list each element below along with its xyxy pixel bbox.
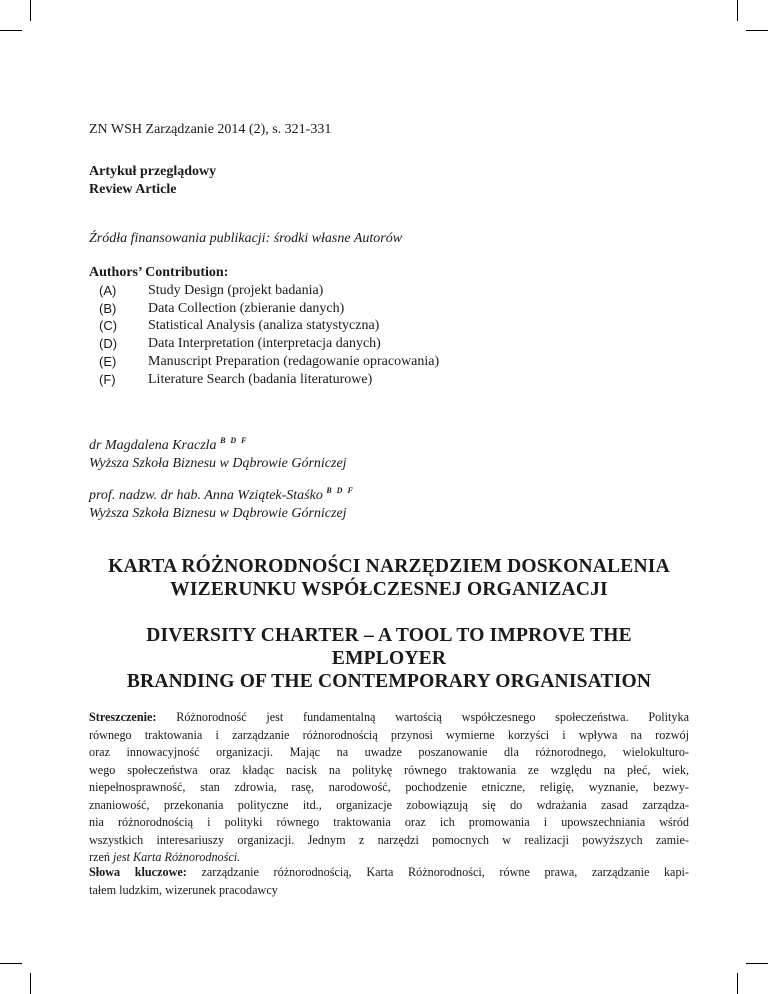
keywords-line	[89, 864, 689, 882]
abstract-line: oraz innowacyjność organizacji. Mając na uwadze poszanowanie dla różnorodnego, wielokulturo-	[89, 745, 689, 759]
keywords-text: zarządzanie różnorodnością, Karta Różnorodności, równe prawa, zarządzanie kapi-	[201, 865, 689, 879]
contribution-text: Manuscript Preparation (redagowanie opracowania)	[148, 353, 440, 369]
contribution-code: (C)	[99, 318, 118, 334]
title-english	[89, 624, 689, 693]
abstract-line: znaniowość, przekonania polityczne itd., organizacje zobowiązują się do wdrażania zasad zarządza-	[89, 797, 689, 812]
abstract-line: równego traktowania i zarządzanie różnorodnością przynosi wymierne korzyści i wpływa na rozwój	[89, 727, 689, 742]
author-roles: B D F	[326, 486, 355, 495]
article-type-en: Review Article	[89, 182, 177, 197]
abstract-line: nia różnorodnością i polityki równego traktowania oraz ich promowania i upowszechniania wśród	[89, 815, 689, 829]
contribution-item	[89, 335, 439, 353]
abstract-line: niepełnosprawność, stan zdrowia, rasę, narodowość, pochodzenie etniczne, religię, wyznanie, bezwy-	[89, 780, 689, 794]
article-type-pl: Artykuł przeglądowy	[89, 164, 217, 179]
contribution-text: Statistical Analysis (analiza statystyczna)	[148, 318, 380, 334]
title-polish-line: WIZERUNKU WSPÓŁCZESNEJ ORGANIZACJI	[170, 579, 608, 600]
crop-mark	[737, 0, 738, 21]
author-name: dr Magdalena Kraczla	[89, 438, 217, 453]
contribution-code: (D)	[99, 336, 118, 352]
crop-mark	[746, 30, 768, 31]
crop-mark	[30, 0, 31, 21]
journal-citation: ZN WSH Zarządzanie 2014 (2), s. 321-331	[89, 122, 332, 137]
abstract-label: Streszczenie:	[89, 710, 157, 724]
abstract-text: rzeń	[89, 850, 110, 864]
crop-mark	[0, 30, 22, 31]
contribution-code: (A)	[99, 282, 117, 298]
author-affiliation: Wyższa Szkoła Biznesu w Dąbrowie Górniczej	[89, 506, 347, 521]
author-name: prof. nadzw. dr hab. Anna Wziątek-Staśko	[89, 488, 323, 503]
title-english-line: DIVERSITY CHARTER – A TOOL TO IMPROVE THE EMPLOYER	[146, 625, 632, 669]
abstract-line: wego społeczeństwa oraz kładąc nacisk na politykę równego traktowania ze względu na płeć, wiek,	[89, 762, 689, 777]
author-1	[89, 432, 347, 473]
contribution-text: Data Interpretation (interpretacja danych)	[148, 336, 381, 352]
title-polish-line: KARTA RÓŻNORODNOŚCI NARZĘDZIEM DOSKONALENIA	[108, 556, 670, 577]
author-roles: B D F	[220, 436, 249, 445]
contribution-item	[89, 282, 439, 300]
keywords-line: tałem ludzkim, wizerunek pracodawcy	[89, 882, 278, 897]
abstract	[89, 709, 689, 867]
title-polish	[89, 555, 689, 601]
contribution-title: Authors’ Contribution:	[89, 265, 229, 280]
crop-mark	[30, 973, 31, 994]
contribution-code: (B)	[99, 300, 117, 316]
contribution-code: (F)	[99, 371, 116, 387]
contribution-item	[89, 371, 439, 389]
title-english-line: BRANDING OF THE CONTEMPORARY ORGANISATION	[126, 671, 652, 692]
abstract-text: Różnorodność jest fundamentalną wartością współczesnego społeczeństwa. Polityka	[176, 710, 689, 724]
author-affiliation: Wyższa Szkoła Biznesu w Dąbrowie Górniczej	[89, 456, 347, 471]
abstract-line: wszystkich interesariuszy organizacji. Jednym z narzędzi pomocnych w realizacji powyższych zamie-	[89, 832, 689, 847]
contribution-text: Data Collection (zbieranie danych)	[148, 300, 345, 316]
author-2	[89, 482, 354, 523]
contribution-text: Study Design (projekt badania)	[148, 282, 324, 298]
contribution-code: (E)	[99, 353, 117, 369]
contribution-item	[89, 353, 439, 371]
authors-contribution	[89, 264, 439, 389]
abstract-italic: jest Karta Różnorodności.	[113, 850, 241, 864]
crop-mark	[737, 973, 738, 994]
contribution-item	[89, 317, 439, 335]
crop-mark	[0, 963, 22, 964]
keywords	[89, 864, 689, 899]
abstract-line	[89, 709, 689, 727]
contribution-item	[89, 300, 439, 318]
keywords-label: Słowa kluczowe:	[89, 865, 187, 879]
article-type	[89, 163, 216, 199]
funding-source: Źródła finansowania publikacji: środki własne Autorów	[89, 231, 403, 246]
contribution-text: Literature Search (badania literaturowe)	[148, 371, 373, 387]
crop-mark	[746, 963, 768, 964]
